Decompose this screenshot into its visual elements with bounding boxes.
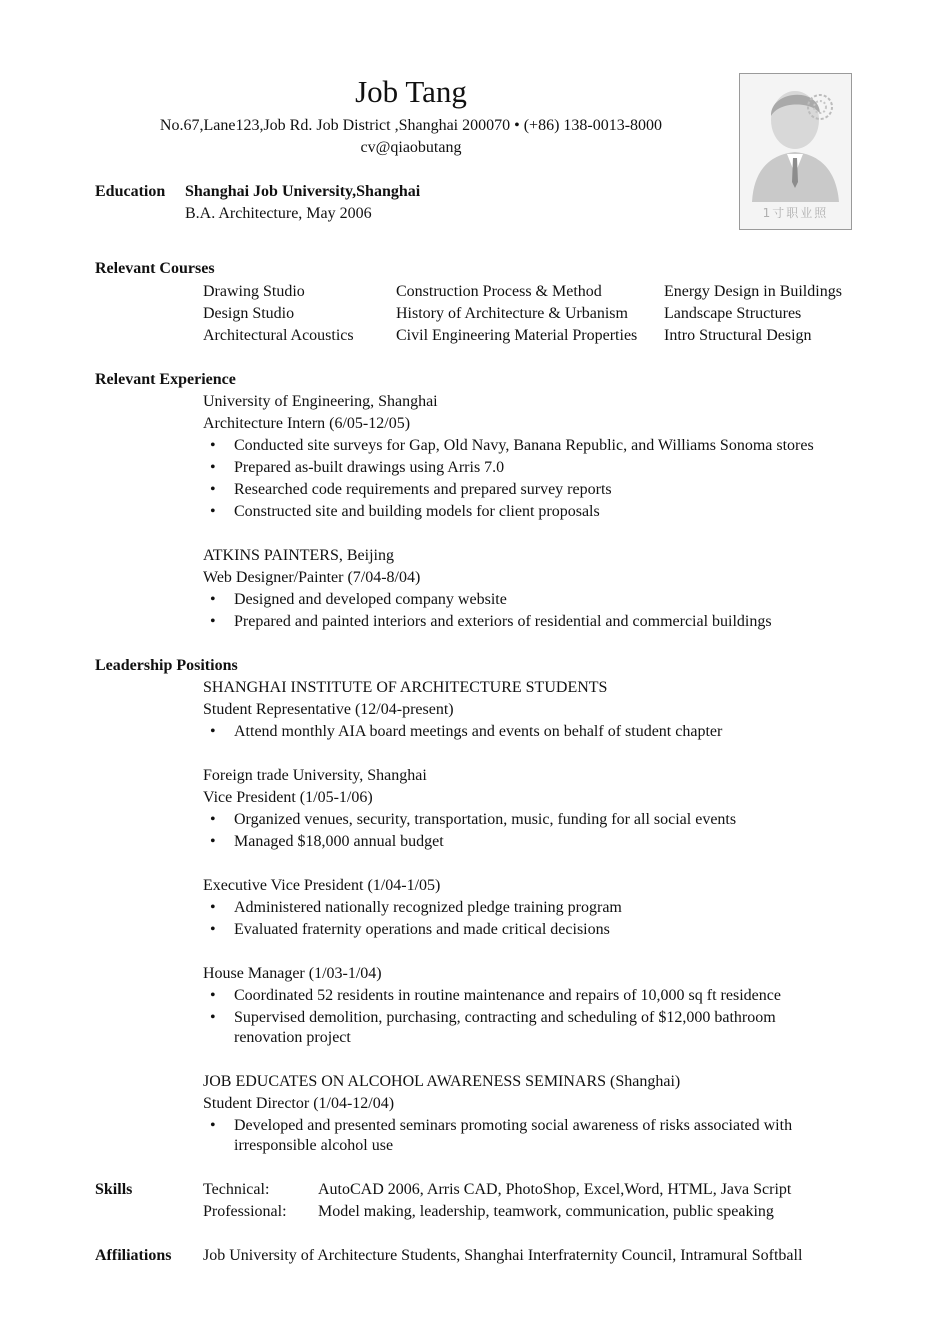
section-heading-courses: Relevant Courses — [95, 260, 215, 277]
bullet-icon: • — [210, 1009, 216, 1026]
bullet-icon: • — [210, 459, 216, 476]
skills-technical-label: Technical: — [203, 1181, 270, 1198]
education-degree: B.A. Architecture, May 2006 — [185, 205, 372, 222]
experience-role: Web Designer/Painter (7/04-8/04) — [203, 569, 421, 586]
bullet-icon: • — [210, 987, 216, 1004]
leadership-bullet: Organized venues, security, transportation, music, funding for all social events — [234, 811, 737, 828]
leadership-org: JOB EDUCATES ON ALCOHOL AWARENESS SEMINARS (Shanghai) — [203, 1073, 681, 1090]
leadership-bullet-continuation: renovation project — [234, 1029, 351, 1046]
leadership-role: Student Representative (12/04-present) — [203, 701, 454, 718]
skills-technical-value: AutoCAD 2006, Arris CAD, PhotoShop, Excel,Word, HTML, Java Script — [318, 1181, 792, 1198]
course-item: Design Studio — [203, 305, 295, 322]
leadership-role: Student Director (1/04-12/04) — [203, 1095, 395, 1112]
course-item: Architectural Acoustics — [203, 327, 354, 344]
skills-professional-label: Professional: — [203, 1203, 287, 1220]
experience-bullet: Conducted site surveys for Gap, Old Navy, Banana Republic, and Williams Sonoma stores — [234, 437, 814, 454]
candidate-name: Job Tang — [355, 74, 467, 109]
bullet-icon: • — [210, 591, 216, 608]
bullet-icon: • — [210, 811, 216, 828]
leadership-org: Foreign trade University, Shanghai — [203, 767, 427, 784]
leadership-bullet: Administered nationally recognized pledge training program — [234, 899, 622, 916]
course-item: Energy Design in Buildings — [664, 283, 842, 300]
experience-bullet: Designed and developed company website — [234, 591, 507, 608]
course-item: Drawing Studio — [203, 283, 305, 300]
bullet-icon: • — [210, 1117, 216, 1134]
section-heading-leadership: Leadership Positions — [95, 657, 238, 674]
leadership-bullet: Supervised demolition, purchasing, contracting and scheduling of $12,000 bathroom — [234, 1009, 776, 1026]
bullet-icon: • — [210, 921, 216, 938]
experience-role: Architecture Intern (6/05-12/05) — [203, 415, 411, 432]
bullet-icon: • — [210, 899, 216, 916]
skills-professional-value: Model making, leadership, teamwork, communication, public speaking — [318, 1203, 774, 1220]
leadership-org: SHANGHAI INSTITUTE OF ARCHITECTURE STUDENTS — [203, 679, 608, 696]
leadership-bullet: Coordinated 52 residents in routine maintenance and repairs of 10,000 sq ft residence — [234, 987, 781, 1004]
section-heading-education: Education — [95, 183, 166, 200]
leadership-bullet-continuation: irresponsible alcohol use — [234, 1137, 394, 1154]
contact-email: cv@qiaobutang — [360, 139, 462, 156]
contact-address: No.67,Lane123,Job Rd. Job District ,Shanghai 200070 • (+86) 138-0013-8000 — [159, 117, 663, 134]
leadership-role: Executive Vice President (1/04-1/05) — [203, 877, 441, 894]
course-item: Construction Process & Method — [396, 283, 602, 300]
experience-bullet: Constructed site and building models for client proposals — [234, 503, 600, 520]
course-item: History of Architecture & Urbanism — [396, 305, 628, 322]
leadership-bullet: Managed $18,000 annual budget — [234, 833, 444, 850]
experience-bullet: Researched code requirements and prepared survey reports — [234, 481, 612, 498]
bullet-icon: • — [210, 723, 216, 740]
course-item: Civil Engineering Material Properties — [396, 327, 638, 344]
course-item: Landscape Structures — [664, 305, 802, 322]
leadership-bullet: Attend monthly AIA board meetings and events on behalf of student chapter — [234, 723, 723, 740]
bullet-icon: • — [210, 503, 216, 520]
bullet-icon: • — [210, 481, 216, 498]
bullet-icon: • — [210, 613, 216, 630]
leadership-role: Vice President (1/05-1/06) — [203, 789, 373, 806]
bullet-icon: • — [210, 437, 216, 454]
leadership-bullet: Evaluated fraternity operations and made critical decisions — [234, 921, 610, 938]
leadership-bullet: Developed and presented seminars promoting social awareness of risks associated with — [234, 1117, 793, 1134]
affiliations-value: Job University of Architecture Students, Shanghai Interfraternity Council, Intramural Softball — [203, 1247, 803, 1264]
section-heading-affiliations: Affiliations — [95, 1247, 172, 1264]
leadership-role: House Manager (1/03-1/04) — [203, 965, 382, 982]
experience-org: ATKINS PAINTERS, Beijing — [203, 547, 394, 564]
experience-org: University of Engineering, Shanghai — [203, 393, 438, 410]
section-heading-skills: Skills — [95, 1181, 133, 1198]
bullet-icon: • — [210, 833, 216, 850]
experience-bullet: Prepared as-built drawings using Arris 7.0 — [234, 459, 505, 476]
photo-caption: 1寸职业照 — [762, 206, 829, 220]
profile-photo — [739, 73, 852, 230]
course-item: Intro Structural Design — [664, 327, 812, 344]
experience-bullet: Prepared and painted interiors and exteriors of residential and commercial buildings — [234, 613, 772, 630]
education-school: Shanghai Job University,Shanghai — [185, 183, 421, 200]
section-heading-experience: Relevant Experience — [95, 371, 236, 388]
